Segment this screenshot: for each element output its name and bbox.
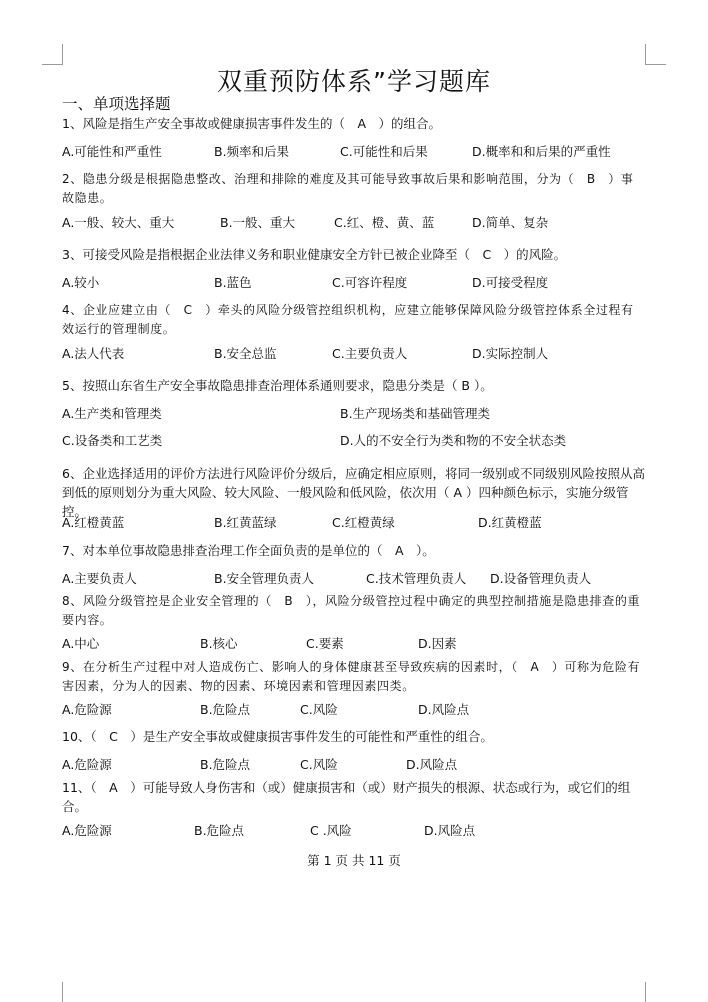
option-d: D.因素 [418, 636, 457, 651]
option-d: D.风险点 [424, 823, 476, 838]
option-d: D.风险点 [406, 757, 458, 772]
options-q8 [62, 634, 646, 653]
options-q5-row2 [62, 431, 646, 450]
option-d: D.概率和和后果的严重性 [472, 144, 611, 159]
options-q11 [62, 821, 646, 840]
question-4: 4、企业应建立由（ C ）牵头的风险分级管控组织机构，应建立能够保障风险分级管控体系全过程有效运行的管理制度。 [62, 303, 634, 336]
options-q5-row1 [62, 404, 646, 423]
option-b: B.危险点 [194, 823, 245, 838]
option-b: B.生产现场类和基础管理类 [340, 406, 491, 421]
options-q1 [62, 142, 646, 161]
option-c: C.风险 [300, 757, 338, 772]
options-q9 [62, 700, 646, 719]
option-a: A.生产类和管理类 [62, 406, 162, 421]
option-c: C.可能性和后果 [340, 144, 428, 159]
question-5: 5、按照山东省生产安全事故隐患排查治理体系通则要求，隐患分类是（ B ）。 [62, 378, 493, 393]
option-c: C.设备类和工艺类 [62, 433, 163, 448]
question-9: 9、在分析生产过程中对人造成伤亡、影响人的身体健康甚至导致疾病的因素时，（ A ）可称为危险有害因素，分为人的因素、物的因素、环境因素和管理因素四类。 [62, 660, 641, 693]
option-b: B.安全管理负责人 [214, 571, 315, 586]
question-8: 8、风险分级管控是企业安全管理的（ B ），风险分级管控过程中确定的典型控制措施是隐患排查的重要内容。 [62, 594, 641, 627]
question-11: 11、（ A ）可能导致人身伤害和（或）健康损害和（或）财产损失的根源、状态或行为，或它们的组合。 [62, 780, 631, 814]
option-d: D.人的不安全行为类和物的不安全状态类 [340, 433, 567, 448]
option-c: C.风险 [300, 702, 338, 717]
option-a: A.危险源 [62, 823, 112, 838]
options-q4 [62, 344, 646, 363]
section-heading: 一、单项选择题 [62, 95, 171, 113]
option-d: D.实际控制人 [472, 346, 549, 361]
options-q2 [62, 213, 646, 232]
question-2: 2、隐患分级是根据隐患整改、治理和排除的难度及其可能导致事故后果和影响范围，分为（ B ）事故隐患。 [62, 172, 634, 205]
option-c: C.主要负责人 [332, 346, 408, 361]
options-q6 [62, 513, 646, 532]
option-b: B.红黄蓝绿 [214, 515, 277, 530]
option-a: A.主要负责人 [62, 571, 137, 586]
option-b: B.蓝色 [214, 275, 252, 290]
page-footer: 第 1 页 共 11 页 [307, 853, 401, 868]
option-b: B.一般、重大 [220, 215, 296, 230]
option-a: A.较小 [62, 275, 100, 290]
question-6: 6、企业选择适用的评价方法进行风险评价分级后，应确定相应原则，将同一级别或不同级别风险按照从高到低的原则划分为重大风险、较大风险、一般风险和低风险，依次用（ A ）四种颜色标示，实施分级管控。 [62, 466, 645, 519]
option-a: A.法人代表 [62, 346, 125, 361]
question-3: 3、可接受风险是指根据企业法律义务和职业健康安全方针已被企业降至（ C ）的风险。 [62, 247, 567, 262]
question-10: 10、（ C ）是生产安全事故或健康损害事件发生的可能性和严重性的组合。 [62, 729, 493, 744]
document-title: 双重预防体系”学习题库 [217, 67, 491, 96]
option-a: A.红橙黄蓝 [62, 515, 125, 530]
option-b: B.安全总监 [214, 346, 277, 361]
option-d: D.设备管理负责人 [490, 571, 592, 586]
option-a: A.一般、较大、重大 [62, 215, 175, 230]
crop-mark-bottom-left [42, 982, 63, 1002]
option-c: C.可容许程度 [332, 275, 408, 290]
question-1: 1、风险是指生产安全事故或健康损害事件发生的（ A ）的组合。 [62, 116, 442, 131]
options-q7 [62, 569, 646, 588]
option-b: B.频率和后果 [214, 144, 290, 159]
option-b: B.危险点 [200, 702, 251, 717]
options-q3 [62, 273, 646, 292]
question-7: 7、对本单位事故隐患排查治理工作全面负责的是单位的（ A ）。 [62, 543, 435, 558]
option-c: C.红、橙、黄、蓝 [334, 215, 435, 230]
option-c: C .风险 [310, 823, 352, 838]
crop-mark-bottom-right [645, 982, 666, 1002]
option-d: D.风险点 [418, 702, 470, 717]
option-d: D.可接受程度 [472, 275, 549, 290]
option-a: A.危险源 [62, 757, 112, 772]
option-b: B.危险点 [200, 757, 251, 772]
option-a: A.中心 [62, 636, 100, 651]
option-c: C.要素 [306, 636, 344, 651]
option-d: D.红黄橙蓝 [478, 515, 542, 530]
options-q10 [62, 755, 646, 774]
option-b: B.核心 [200, 636, 238, 651]
option-c: C.技术管理负责人 [366, 571, 467, 586]
option-c: C.红橙黄绿 [332, 515, 395, 530]
option-a: A.危险源 [62, 702, 112, 717]
option-d: D.简单、复杂 [472, 215, 549, 230]
option-a: A.可能性和严重性 [62, 144, 162, 159]
